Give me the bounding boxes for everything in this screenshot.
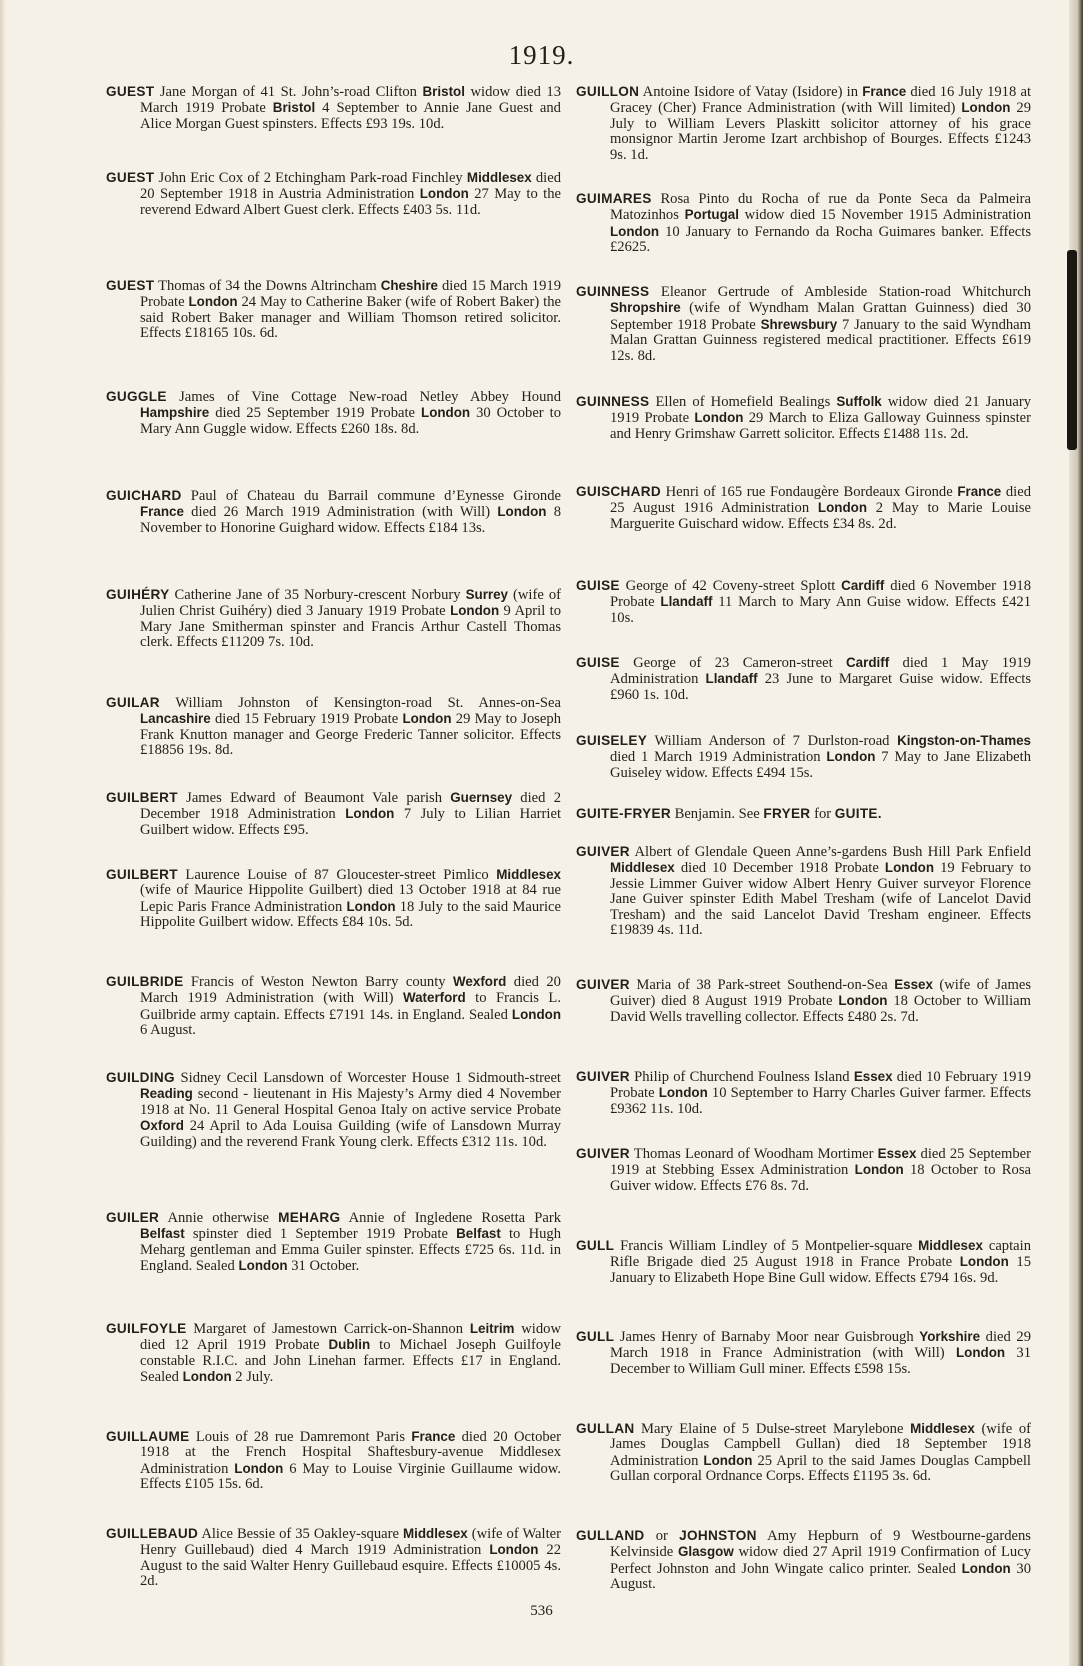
entry-text: Amy Hepburn of 9 Westbourne-gardens Kelvinside <box>610 1528 1031 1561</box>
entry-surname: GUILLAUME <box>106 1429 190 1444</box>
entry-paragraph <box>576 977 1031 1025</box>
entry-surname: GUIMARES <box>576 191 652 206</box>
entry-place: France <box>957 484 1002 499</box>
entry-place: London <box>450 603 500 619</box>
entry-paragraph <box>106 587 561 651</box>
entry-text: Thomas Leonard of Woodham Mortimer <box>629 1146 878 1162</box>
entry-surname: GUISCHARD <box>576 484 662 499</box>
entry-paragraph <box>576 1528 1031 1593</box>
entry-place: London <box>959 1254 1009 1270</box>
entry-text: widow died 12 April 1919 Probate <box>140 1321 561 1354</box>
entry-paragraph <box>106 278 561 342</box>
entry-text: 8 November to Honorine Guighard widow. Effects £184 13s. <box>140 504 561 536</box>
page-year: 1919. <box>508 40 575 70</box>
entry-text: (wife of Maurice Hippolite Guilbert) died 13 October 1918 at 84 rue Lepic Paris France Administration <box>140 882 561 915</box>
entry-place: London <box>884 860 934 876</box>
entry-place: Wexford <box>453 974 507 989</box>
entry-paragraph <box>106 867 561 931</box>
entry-place: Belfast <box>140 1226 185 1242</box>
calendar-entry <box>106 488 561 536</box>
calendar-entry <box>576 394 1031 442</box>
entry-text: (wife of Walter Henry Guillebaud) died 4 March 1919 Administration <box>140 1526 561 1559</box>
entry-text: 4 September to Annie Jane Guest and Alice Morgan Guest spinsters. Effects £93 19s. 10d. <box>140 100 561 132</box>
entry-text: Annie otherwise <box>159 1210 279 1226</box>
entry-surname: GUEST <box>106 278 155 293</box>
entry-paragraph <box>106 1526 561 1590</box>
entry-place: London <box>854 1162 904 1178</box>
entry-surname: GUISE <box>576 578 620 593</box>
entry-text: 23 June to Margaret Guise widow. Effects £960 1s. 10d. <box>610 671 1031 703</box>
entry-text: Sidney Cecil Lansdown of Worcester House 1 Sidmouth-street <box>174 1070 561 1086</box>
entry-text: widow died 13 March 1919 Probate <box>140 84 561 117</box>
calendar-entry <box>106 1070 561 1150</box>
entry-text: Antoine Isidore of Vatay (Isidore) in <box>639 84 863 100</box>
entry-text: 2 May to Marie Louise Marguerite Guischard widow. Effects £34 8s. 2d. <box>610 500 1031 532</box>
calendar-entry <box>576 977 1031 1025</box>
entry-place: Cheshire <box>380 278 438 293</box>
entry-text: Mary Elaine of 5 Dulse-street Marylebone <box>634 1421 911 1437</box>
entry-paragraph <box>576 1238 1031 1286</box>
entry-place: London <box>838 993 888 1009</box>
entry-place: London <box>955 1345 1006 1361</box>
entry-paragraph <box>576 284 1031 364</box>
entry-paragraph <box>106 974 561 1039</box>
entry-place: London <box>489 1542 539 1558</box>
entry-text: 9 April to Mary Jane Smitherman spinster and Francis Arthur Castell Thomas clerk. Effects £11209 7s. 10d. <box>140 603 562 651</box>
entry-text: or <box>644 1528 680 1544</box>
entry-text: (wife of James Douglas Campbell Gullan) died 18 September 1918 Administration <box>610 1421 1031 1469</box>
entry-place: London <box>345 806 395 822</box>
entry-place: Cardiff <box>841 578 885 593</box>
entry-text: 31 October. <box>287 1258 360 1275</box>
entry-text: Benjamin. See <box>670 806 764 822</box>
entry-text: 25 April to the said James Douglas Campbell Gullan corporal Ordnance Corps. Effects £1195 3s. 6d. <box>610 1452 1031 1485</box>
entry-place: London <box>511 1006 561 1022</box>
entry-text: (wife of James Guiver) died 8 August 1919 Probate <box>610 977 1032 1010</box>
entry-text: 30 August. <box>610 1560 1031 1593</box>
entry-surname: GULL <box>576 1238 615 1253</box>
calendar-entry <box>106 1321 561 1386</box>
entry-paragraph <box>576 1069 1031 1117</box>
entry-surname: GUIHÉRY <box>106 587 170 602</box>
entry-surname: GUILLEBAUD <box>106 1526 199 1541</box>
entry-surname: GUGGLE <box>106 389 167 404</box>
entry-place: Llandaff <box>660 594 713 610</box>
entry-surname: GULLAND <box>576 1528 645 1543</box>
entry-place: London <box>817 500 867 516</box>
calendar-entry <box>576 578 1031 626</box>
entry-text: died 20 October 1918 at the French Hospital Shaftesbury-avenue Middlesex Administration <box>140 1429 562 1477</box>
entry-place: Surrey <box>465 587 509 602</box>
calendar-entry <box>106 84 561 132</box>
entry-surname: GUITE. <box>834 806 882 821</box>
entry-text: died 20 March 1919 Administration (with Will) <box>140 974 561 1007</box>
page-edge-left <box>0 0 6 1666</box>
entry-text: 29 May to Joseph Frank Knutton manager and George Frederic Tanner solicitor. Effects £18856 19s. 8d. <box>140 711 561 759</box>
entry-surname: GUISELEY <box>576 733 648 748</box>
entry-text: (wife of Wyndham Malan Grattan Guinness) died 30 September 1918 Probate <box>610 300 1031 333</box>
entry-text: died 25 September 1919 at Stebbing Essex Administration <box>610 1146 1031 1179</box>
entry-text: 31 December to William Gull miner. Effects £598 15s. <box>610 1345 1031 1377</box>
entry-text: 7 July to Lilian Harriet Guilbert widow. Effects £95. <box>140 806 561 838</box>
entry-paragraph <box>106 1070 561 1150</box>
entry-place: Essex <box>853 1069 893 1084</box>
entry-place: Yorkshire <box>919 1329 981 1344</box>
entry-text: widow died 21 January 1919 Probate <box>610 394 1031 427</box>
entry-text: James Edward of Beaumont Vale parish <box>177 790 451 806</box>
entry-text: Eleanor Gertrude of Ambleside Station-road Whitchurch <box>649 284 1031 300</box>
entry-text: to Hugh Meharg gentleman and Emma Guiler spinster. Effects £725 6s. 11d. in England. Sealed <box>140 1226 561 1275</box>
entry-place: London <box>234 1460 284 1476</box>
entry-text: to Francis L. Guilbride army captain. Effects £7191 14s. in England. Sealed <box>140 990 561 1023</box>
entry-paragraph <box>576 733 1031 781</box>
entry-place: Belfast <box>456 1226 501 1242</box>
entry-paragraph <box>106 170 561 218</box>
entry-place: Lancashire <box>140 711 211 727</box>
entry-text: 24 May to Catherine Baker (wife of Robert Baker) the said Robert Baker manager and William Thomson retired solicitor. Effects £18165 10s. 6d. <box>140 294 561 342</box>
entry-paragraph <box>106 84 561 132</box>
calendar-entry <box>576 284 1031 364</box>
entry-place: Llandaff <box>705 671 758 687</box>
entry-paragraph <box>576 484 1031 532</box>
entry-paragraph <box>106 389 561 437</box>
entry-paragraph <box>106 790 561 838</box>
entry-place: Reading <box>140 1086 193 1102</box>
entry-text: 10 September to Harry Charles Guiver farmer. Effects £9362 11s. 10d. <box>610 1085 1031 1117</box>
entry-surname: GUILDING <box>106 1070 175 1085</box>
entry-place: London <box>419 186 469 202</box>
page-number: 536 <box>530 1603 553 1619</box>
entry-place: Shropshire <box>610 300 681 316</box>
entry-surname: GUILFOYLE <box>106 1321 187 1336</box>
entry-surname: GUEST <box>106 84 155 99</box>
calendar-entry <box>576 84 1031 163</box>
entry-text: Francis William Lindley of 5 Montpelier-square <box>614 1238 919 1254</box>
entry-surname: GUISE <box>576 655 620 670</box>
entry-text: 7 January to the said Wyndham Malan Grattan Guinness registered medical practitioner. Effects £619 12s. 8d. <box>610 316 1031 364</box>
entry-place: Cardiff <box>846 655 890 670</box>
entry-text: Paul of Chateau du Barrail commune d’Eynesse Gironde <box>181 488 561 504</box>
entry-surname: GULLAN <box>576 1421 635 1436</box>
calendar-entry <box>106 695 561 759</box>
entry-text: Ellen of Homefield Bealings <box>649 394 837 410</box>
calendar-entry <box>106 1210 561 1275</box>
entry-text: widow died 15 November 1915 Administration <box>738 207 1031 224</box>
entry-surname: GUINNESS <box>576 394 650 409</box>
entry-text: Philip of Churchend Foulness Island <box>629 1069 854 1085</box>
entry-surname: GUITE-FRYER <box>576 806 671 821</box>
entry-place: Glasgow <box>677 1544 734 1560</box>
entry-place: London <box>182 1369 232 1385</box>
entry-place: Essex <box>894 977 933 992</box>
entry-place: London <box>421 405 471 421</box>
entry-place: Portugal <box>684 207 739 223</box>
entry-paragraph <box>576 655 1031 703</box>
entry-surname: GULL <box>576 1329 615 1344</box>
entry-text: second - lieutenant in His Majesty’s Army died 4 November 1918 at No. 11 General Hospital Genoa Italy on active service Probate <box>140 1086 561 1118</box>
entry-place: Oxford <box>140 1118 184 1134</box>
entry-place: France <box>862 84 907 99</box>
entry-place: London <box>703 1452 753 1468</box>
entry-surname: FRYER <box>763 806 811 821</box>
entry-surname: JOHNSTON <box>679 1528 757 1543</box>
entry-place: Shrewsbury <box>760 316 838 332</box>
entry-paragraph <box>576 1146 1031 1194</box>
calendar-entry <box>576 655 1031 703</box>
entry-paragraph <box>576 1421 1031 1485</box>
entry-place: Middlesex <box>918 1238 983 1253</box>
entry-text: died 1 March 1919 Administration <box>610 749 827 766</box>
entry-text: 29 March to Eliza Galloway Guinness spinster and Henry Grimshaw Garrett solicitor. Effects £1488 11s. 2d. <box>610 410 1031 442</box>
calendar-entry <box>576 1146 1031 1194</box>
entry-place: Essex <box>877 1146 917 1161</box>
entry-surname: GUILBERT <box>106 867 178 882</box>
entry-text: 18 October to William David Wells travelling collector. Effects £480 2s. 7d. <box>610 993 1031 1025</box>
entry-text: George of 42 Coveny-street Splott <box>619 578 842 594</box>
entry-text: William Johnston of Kensington-road St. Annes-on-Sea <box>159 695 561 711</box>
calendar-entry <box>106 278 561 342</box>
entry-text: James Henry of Barnaby Moor near Guisbrough <box>614 1329 920 1345</box>
entry-text: William Anderson of 7 Durlston-road <box>647 733 898 749</box>
entry-text: died 25 September 1919 Probate <box>209 405 422 422</box>
entry-text: 6 May to Louise Virginie Guillaume widow. Effects £105 15s. 6d. <box>140 1460 561 1493</box>
entry-place: London <box>961 100 1011 116</box>
entry-place: Kingston-on-Thames <box>897 733 1031 748</box>
entry-place: London <box>658 1085 708 1101</box>
calendar-entry <box>576 1421 1031 1485</box>
entry-text: 30 October to Mary Ann Guggle widow. Effects £260 18s. 8d. <box>140 405 561 437</box>
entry-text: Francis of Weston Newton Barry county <box>183 974 454 990</box>
entry-place: Bristol <box>422 84 465 99</box>
entry-paragraph <box>576 844 1031 938</box>
entry-text: Jane Morgan of 41 St. John’s-road Clifton <box>154 84 423 100</box>
entry-place: Bristol <box>272 100 316 116</box>
entry-place: London <box>497 504 547 520</box>
entry-text: died 6 November 1918 Probate <box>610 578 1031 611</box>
entry-text: Louis of 28 rue Damremont Paris <box>189 1429 412 1445</box>
entry-paragraph <box>576 806 1031 822</box>
calendar-entry <box>576 1238 1031 1286</box>
entry-text: captain Rifle Brigade died 25 August 1918 in France Probate <box>610 1238 1031 1271</box>
entry-text: died 15 February 1919 Probate <box>210 711 403 728</box>
entry-text: Alice Bessie of 35 Oakley-square <box>198 1526 403 1542</box>
calendar-entry <box>576 733 1031 781</box>
entry-text: died 20 September 1918 in Austria Administration <box>140 170 561 203</box>
entry-text: died 2 December 1918 Administration <box>140 790 561 823</box>
entry-text: died 26 March 1919 Administration (with Will) <box>183 504 498 521</box>
calendar-entry <box>576 844 1031 938</box>
entry-paragraph <box>106 488 561 536</box>
entry-paragraph <box>576 578 1031 626</box>
entry-place: France <box>140 504 184 520</box>
entry-place: Middlesex <box>466 170 532 185</box>
entry-paragraph <box>106 695 561 759</box>
entry-surname: GUILAR <box>106 695 160 710</box>
entry-text: Catherine Jane of 35 Norbury-crescent Norbury <box>169 587 466 603</box>
entry-paragraph <box>576 394 1031 442</box>
entry-text: 18 July to the said Maurice Hippolite Guilbert widow. Effects £84 10s. 5d. <box>140 898 561 931</box>
entry-text: Rosa Pinto du Rocha of rue da Ponte Seca da Palmeira Matozinhos <box>610 191 1031 224</box>
entry-text: Laurence Louise of 87 Gloucester-street Pimlico <box>177 867 497 883</box>
entry-text: 22 August to the said Walter Henry Guillebaud esquire. Effects £10005 4s. 2d. <box>140 1542 561 1590</box>
entry-place: London <box>402 711 452 727</box>
entry-place: Middlesex <box>910 1421 975 1436</box>
entry-surname: GUIVER <box>576 844 630 859</box>
entry-text: Albert of Glendale Queen Anne’s-gardens Bush Hill Park Enfield <box>629 844 1031 860</box>
entry-place: Guernsey <box>450 790 513 805</box>
entry-text: (wife of Julien Christ Guihéry) died 3 January 1919 Probate <box>140 587 561 620</box>
entry-text: Thomas of 34 the Downs Altrincham <box>154 278 381 294</box>
entry-text: 7 May to Jane Elizabeth Guiseley widow. Effects £494 15s. <box>610 749 1031 781</box>
entry-place: London <box>826 749 876 765</box>
entry-text: for <box>810 806 835 822</box>
entry-surname: GUICHARD <box>106 488 182 503</box>
entry-text: died 10 December 1918 Probate <box>674 860 885 877</box>
entry-place: France <box>411 1429 456 1444</box>
calendar-entry <box>106 867 561 931</box>
entry-text: died 16 July 1918 at Gracey (Cher) France Administration (with Will limited) <box>610 84 1031 117</box>
entry-place: Hampshire <box>140 405 210 421</box>
entry-text: spinster died 1 September 1919 Probate <box>184 1226 457 1243</box>
entry-text: 18 October to Rosa Guiver widow. Effects £76 8s. 7d. <box>610 1162 1031 1194</box>
entry-surname: GUILBRIDE <box>106 974 184 989</box>
entry-text: to Michael Joseph Guilfoyle constable R.I.C. and John Linehan farmer. Effects £17 in England. Sealed <box>140 1337 561 1386</box>
calendar-entry <box>106 790 561 838</box>
entry-paragraph <box>106 1210 561 1275</box>
entry-text: 29 July to William Levers Plaskitt solicitor attorney of his grace monsignor Martin Jerome Izart archbishop of Bourges. Effects £1243 9s. 1d. <box>610 100 1031 163</box>
entry-paragraph <box>106 1321 561 1386</box>
entry-surname: GUILBERT <box>106 790 178 805</box>
entry-text: Annie of Ingledene Rosetta Park <box>340 1210 561 1226</box>
calendar-entry <box>106 1526 561 1590</box>
entry-place: Leitrim <box>469 1321 515 1336</box>
calendar-entry <box>106 389 561 437</box>
entry-place: Middlesex <box>610 860 675 876</box>
entry-text: widow died 27 April 1919 Confirmation of Lucy Perfect Johnston and John Wingate calico printer. Sealed <box>610 1544 1031 1577</box>
entry-text: 6 August. <box>140 1022 196 1039</box>
entry-text: John Eric Cox of 2 Etchingham Park-road Finchley <box>154 170 467 186</box>
entry-place: Middlesex <box>402 1526 468 1541</box>
entry-place: London <box>694 410 744 426</box>
entry-text: Henri of 165 rue Fondaugère Bordeaux Gironde <box>661 484 958 500</box>
calendar-entry <box>106 1429 561 1493</box>
entry-place: London <box>610 223 660 239</box>
entry-text: died 25 August 1916 Administration <box>610 484 1031 517</box>
entry-place: Middlesex <box>496 867 561 882</box>
entry-surname: GUIVER <box>576 1146 630 1161</box>
entry-text: died 10 February 1919 Probate <box>610 1069 1031 1102</box>
entry-text: 19 February to Jessie Limmer Guiver widow Albert Henry Guiver surveyor Florence Jane Guiver spinster Edith Mabel Tresham (wife of Lancelot David Tresham) and the said Lancelot David Tresham engineer. Effects £19839 4s. 11d. <box>610 860 1031 939</box>
entry-text: 15 January to Elizabeth Hope Bine Gull widow. Effects £794 16s. 9d. <box>610 1254 1031 1286</box>
calendar-entry <box>106 170 561 218</box>
entry-text: 10 January to Fernando da Rocha Guimares banker. Effects £2625. <box>610 223 1031 256</box>
calendar-entry <box>576 191 1031 256</box>
calendar-entry <box>576 1069 1031 1117</box>
entry-place: London <box>188 294 238 310</box>
entry-text: died 1 May 1919 Administration <box>610 655 1031 688</box>
entry-surname: GUILLON <box>576 84 640 99</box>
calendar-entry <box>576 1528 1031 1593</box>
calendar-entry <box>106 974 561 1039</box>
calendar-entry <box>106 587 561 651</box>
entry-place: London <box>346 898 396 914</box>
entry-text: George of 23 Cameron-street <box>619 655 847 671</box>
entry-surname: GUINNESS <box>576 284 650 299</box>
entry-text: Margaret of Jamestown Carrick-on-Shannon <box>186 1321 470 1337</box>
calendar-entry <box>576 1329 1031 1377</box>
entry-paragraph <box>576 191 1031 256</box>
entry-surname: GUEST <box>106 170 155 185</box>
entry-text: died 29 March 1918 in France Administration (with Will) <box>610 1329 1031 1362</box>
entry-text: 27 May to the reverend Edward Albert Guest clerk. Effects £403 5s. 11d. <box>140 186 561 218</box>
entry-place: Dublin <box>328 1337 371 1353</box>
entry-surname: MEHARG <box>278 1210 341 1225</box>
entry-text: James of Vine Cottage New-road Netley Abbey Hound <box>166 389 561 405</box>
entry-place: London <box>238 1258 288 1274</box>
entry-text: Maria of 38 Park-street Southend-on-Sea <box>629 977 895 993</box>
entry-text: 11 March to Mary Ann Guise widow. Effects £421 10s. <box>610 594 1031 626</box>
entry-text: 24 April to Ada Louisa Guilding (wife of Lansdown Murray Guilding) and the reverend Frank Young clerk. Effects £312 11s. 10d. <box>140 1118 561 1150</box>
entry-surname: GUILER <box>106 1210 160 1225</box>
entry-place: Waterford <box>402 990 466 1006</box>
entry-place: London <box>961 1560 1011 1576</box>
entry-text: 2 July. <box>231 1369 274 1386</box>
entry-place: Suffolk <box>836 394 882 409</box>
entry-paragraph <box>106 1429 561 1493</box>
binding-mark <box>1067 250 1077 450</box>
calendar-entry <box>576 484 1031 532</box>
entry-paragraph <box>576 1329 1031 1377</box>
entry-text: died 15 March 1919 Probate <box>140 278 561 311</box>
calendar-entry <box>576 806 1031 822</box>
entry-paragraph <box>576 84 1031 163</box>
entry-surname: GUIVER <box>576 977 630 992</box>
entry-surname: GUIVER <box>576 1069 630 1084</box>
